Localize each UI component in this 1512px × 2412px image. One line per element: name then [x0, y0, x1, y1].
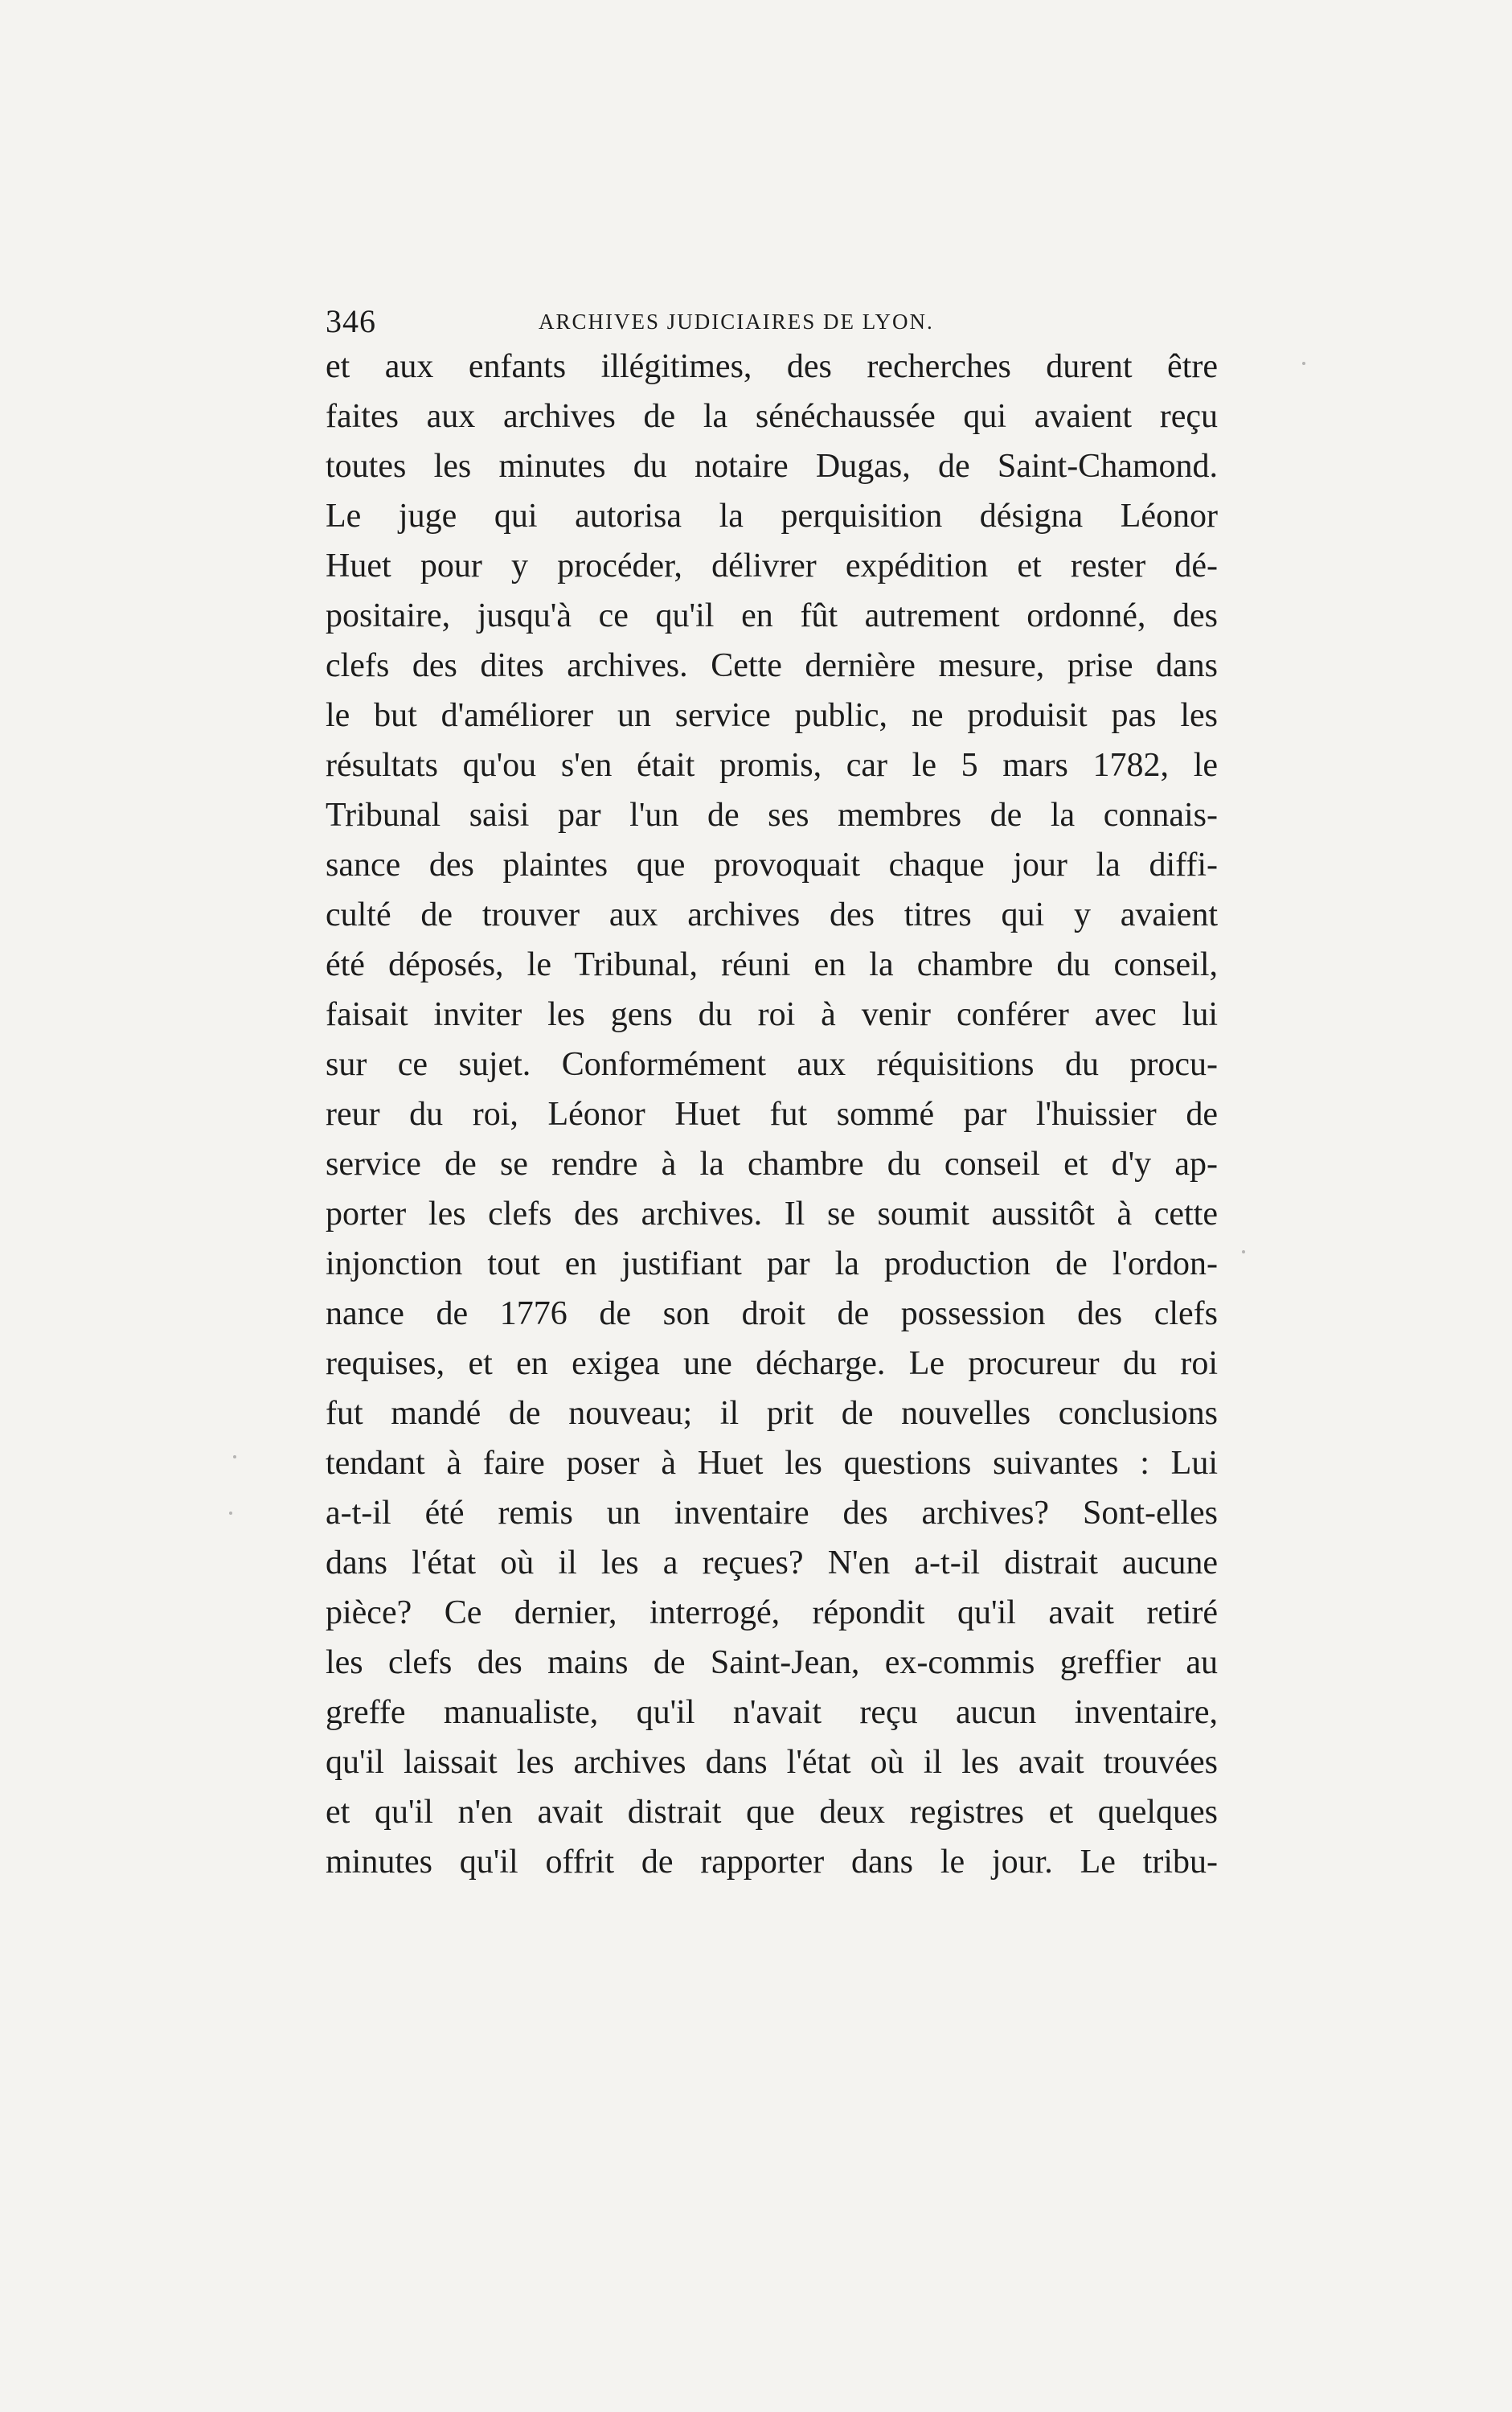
text-line: été déposés, le Tribunal, réuni en la chambre du conseil, [326, 946, 1218, 983]
text-line: a-t-il été remis un inventaire des archives? Sont-elles [326, 1495, 1218, 1532]
text-line: pièce? Ce dernier, interrogé, répondit qu'il avait retiré [326, 1594, 1218, 1631]
text-line: nance de 1776 de son droit de possession des clefs [326, 1295, 1218, 1332]
running-title: ARCHIVES JUDICIAIRES DE LYON. [539, 310, 934, 334]
text-line: reur du roi, Léonor Huet fut sommé par l'huissier de [326, 1096, 1218, 1133]
text-line: et aux enfants illégitimes, des recherches durent être [326, 348, 1218, 385]
text-line: injonction tout en justifiant par la production de l'ordon- [326, 1245, 1218, 1282]
text-line: résultats qu'ou s'en était promis, car le 5 mars 1782, le [326, 747, 1218, 784]
text-line: Le juge qui autorisa la perquisition désigna Léonor [326, 498, 1218, 535]
body-text [326, 342, 1218, 1887]
text-line: sance des plaintes que provoquait chaque jour la diffi- [326, 847, 1218, 884]
text-line: et qu'il n'en avait distrait que deux registres et quelques [326, 1794, 1218, 1831]
text-line: Tribunal saisi par l'un de ses membres de la connais- [326, 797, 1218, 834]
text-line: dans l'état où il les a reçues? N'en a-t-il distrait aucune [326, 1544, 1218, 1581]
text-line: toutes les minutes du notaire Dugas, de Saint-Chamond. [326, 448, 1218, 485]
paper-speck [229, 1512, 232, 1515]
text-line: service de se rendre à la chambre du conseil et d'y ap- [326, 1146, 1218, 1183]
text-line: qu'il laissait les archives dans l'état où il les avait trouvées [326, 1744, 1218, 1781]
text-line: fut mandé de nouveau; il prit de nouvelles conclusions [326, 1395, 1218, 1432]
text-line: le but d'améliorer un service public, ne produisit pas les [326, 697, 1218, 734]
text-line: faites aux archives de la sénéchaussée qui avaient reçu [326, 398, 1218, 435]
text-line: porter les clefs des archives. Il se soumit aussitôt à cette [326, 1196, 1218, 1233]
running-head [326, 297, 1218, 346]
text-line: sur ce sujet. Conformément aux réquisitions du procu- [326, 1046, 1218, 1083]
text-line: greffe manualiste, qu'il n'avait reçu aucun inventaire, [326, 1694, 1218, 1731]
text-line: requises, et en exigea une décharge. Le procureur du roi [326, 1345, 1218, 1382]
page-number: 346 [326, 303, 376, 339]
text-line: faisait inviter les gens du roi à venir conférer avec lui [326, 996, 1218, 1033]
text-line: tendant à faire poser à Huet les questions suivantes : Lui [326, 1445, 1218, 1482]
paper-speck [233, 1455, 236, 1458]
text-line: les clefs des mains de Saint-Jean, ex-commis greffier au [326, 1644, 1218, 1681]
text-line: culté de trouver aux archives des titres qui y avaient [326, 896, 1218, 933]
text-line: clefs des dites archives. Cette dernière mesure, prise dans [326, 647, 1218, 684]
paper-speck [1302, 362, 1305, 365]
paper-speck [1242, 1250, 1245, 1253]
text-line: positaire, jusqu'à ce qu'il en fût autrement ordonné, des [326, 597, 1218, 634]
text-line: minutes qu'il offrit de rapporter dans le jour. Le tribu- [326, 1844, 1218, 1881]
text-line: Huet pour y procéder, délivrer expédition et rester dé- [326, 548, 1218, 585]
